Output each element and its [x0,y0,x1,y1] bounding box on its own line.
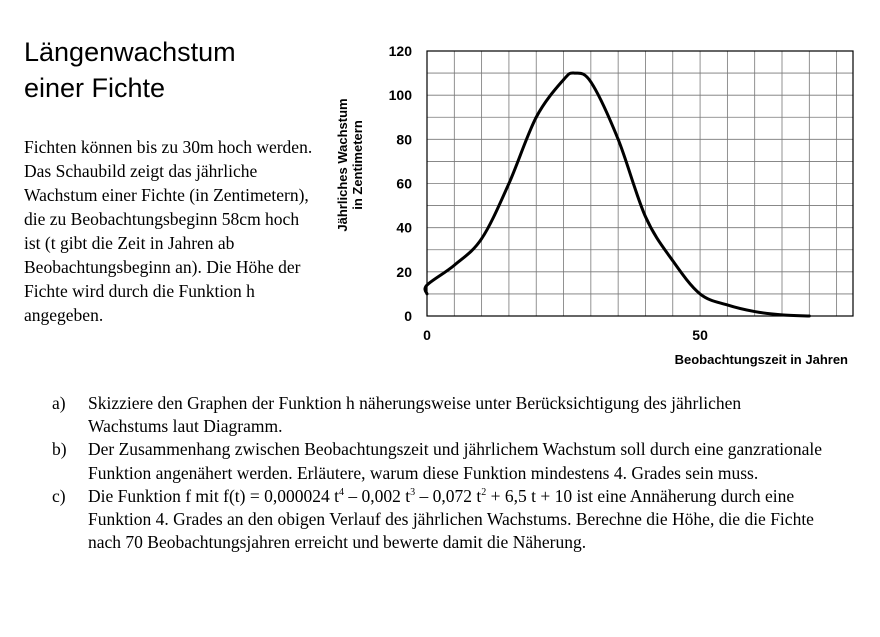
task-b-text: Der Zusammenhang zwischen Beobachtungszeit und jährlichem Wachstum soll durch eine ganzrationale Funktion angenähert werden. Erläutere, warum diese Funktion mindestens 4. Grades sein muss. [88,439,823,483]
x-tick-label: 50 [692,327,708,343]
y-tick-label: 0 [404,308,412,324]
x-tick-label: 0 [423,327,431,343]
intro-text: Fichten können bis zu 30m hoch werden. Das Schaubild zeigt das jährliche Wachstum einer Fichte (in Zentimetern), die zu Beobachtungsbeginn 58cm hoch ist (t gibt die Zeit in Jahren ab Beobachtungsbeginn an). Die Höhe der Fichte wird durch die Funktion h angegeben. [24,137,313,325]
x-tick-labels [423,327,708,343]
title-line-2: einer Fichte [24,73,166,103]
task-a [52,392,822,438]
y-tick-label: 20 [396,263,412,280]
task-c-text-mid2: – 0,072 t [415,485,482,506]
series-layer [425,73,809,316]
task-a-label: a) [52,393,66,413]
y-tick-label: 40 [396,219,412,236]
task-c-text-mid1: – 0,002 t [343,485,411,506]
x-axis-label: Beobachtungszeit in Jahren [674,352,848,367]
y-tick-labels [389,43,413,324]
y-axis-label-line-2: in Zentimetern [350,120,365,210]
chart-grid [427,51,853,316]
task-c-text-start: Die Funktion f mit f(t) = 0,000024 t [88,485,339,506]
task-a-text: Skizziere den Graphen der Funktion h näherungsweise unter Berücksichtigung des jährlichen Wachstums laut Diagramm. [88,393,742,437]
y-tick-label: 60 [396,175,412,192]
task-b [52,438,822,484]
title-line-1: Längenwachstum [24,37,236,67]
task-list [52,392,822,554]
y-tick-label: 80 [396,131,412,148]
exponent-2: 2 [481,486,487,498]
task-b-label: b) [52,439,67,460]
y-tick-label: 100 [388,87,412,104]
task-c [52,485,822,555]
growth-chart [320,30,880,380]
task-c-label: c) [52,485,66,506]
growth-curve-0 [425,73,809,316]
task-c-text-end: + 6,5 t + 10 ist eine Annäherung durch eine Funktion 4. Grades an den obigen Verlauf des jährlichen Wachstums. Berechne die Höhe, die die Fichte nach 70 Beobachtungsjahren erreicht und bewerte damit die Näherung. [88,485,814,553]
y-axis-label-line-1: Jährliches Wachstum [335,98,350,232]
y-tick-label: 120 [388,43,412,59]
exponent-3: 3 [410,486,416,498]
exponent-4: 4 [338,486,344,498]
page-title [24,34,236,106]
